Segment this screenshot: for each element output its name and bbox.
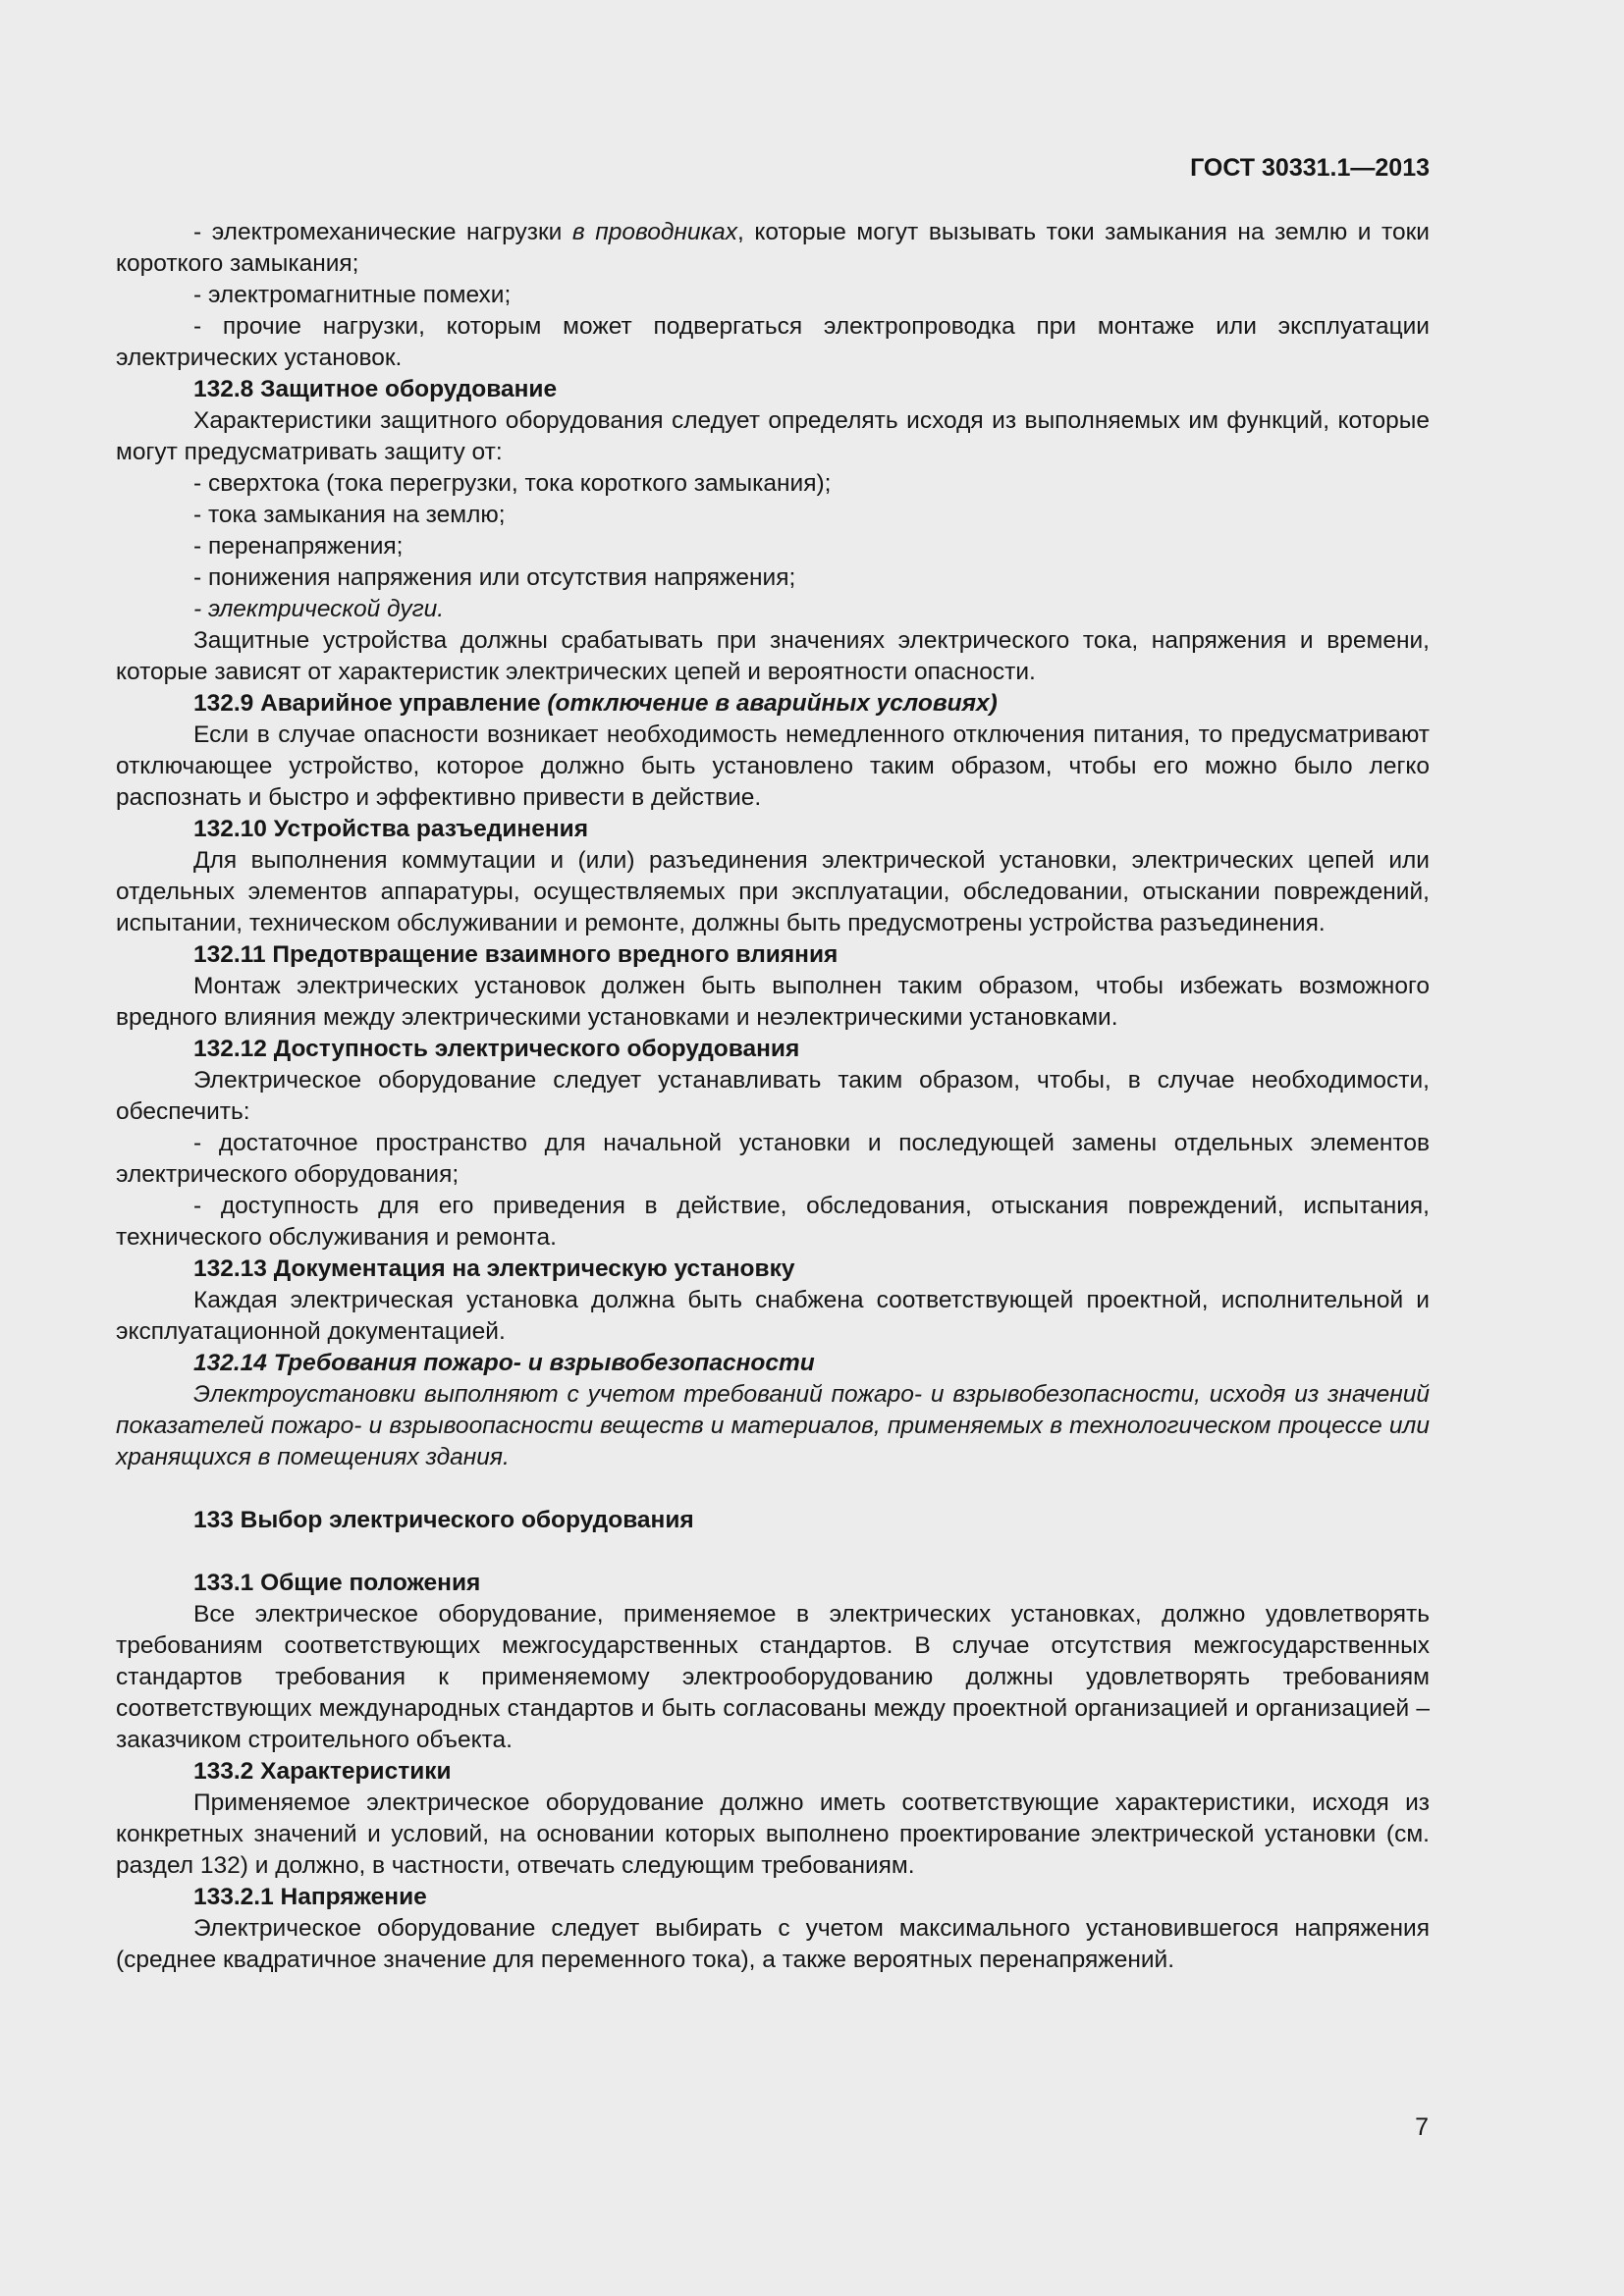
section-heading [116, 1348, 1430, 1379]
text-run: Электрическое оборудование следует выбирать с учетом максимального установившегося напряжения (среднее квадратичное значение для переменного тока), а также вероятных перенапряжений. [116, 1915, 1430, 1973]
paragraph [116, 468, 1430, 500]
text-run: - достаточное пространство для начальной установки и последующей замены отдельных элементов электрического оборудования; [116, 1130, 1430, 1188]
paragraph [116, 625, 1430, 688]
italic-text: в проводниках [571, 219, 737, 245]
section-heading [116, 688, 1430, 720]
text-run: - сверхтока (тока перегрузки, тока короткого замыкания); [193, 470, 832, 497]
paragraph [116, 1913, 1430, 1976]
text-run: Если в случае опасности возникает необходимость немедленного отключения питания, то предусматривают отключающее устройство, которое должно быть установлено таким образом, чтобы его можно было легко распознать и быстро и эффективно привести в действие. [116, 721, 1430, 811]
section-heading [116, 1034, 1430, 1065]
paragraph [116, 311, 1430, 374]
text-run: - тока замыкания на землю; [193, 502, 506, 528]
text-run: - электромагнитные помехи; [193, 282, 512, 308]
paragraph [116, 1599, 1430, 1756]
section-heading [116, 939, 1430, 971]
section-heading [116, 814, 1430, 845]
section-heading [116, 374, 1430, 405]
text-run: Применяемое электрическое оборудование должно иметь соответствующие характеристики, исходя из конкретных значений и условий, на основании которых выполнено проектирование электрической установки (см. раздел 132) и должно, в частности, отвечать следующим требованиям. [116, 1789, 1430, 1879]
paragraph [116, 971, 1430, 1034]
text-run: Защитные устройства должны срабатывать при значениях электрического тока, напряжения и времени, которые зависят от характеристик электрических цепей и вероятности опасности. [116, 627, 1430, 685]
section-heading [116, 1756, 1430, 1788]
text-run: 132.13 Документация на электрическую установку [193, 1255, 795, 1282]
paragraph [116, 280, 1430, 311]
paragraph [116, 1128, 1430, 1191]
text-run: Все электрическое оборудование, применяемое в электрических установках, должно удовлетворять требованиям соответствующих межгосударственных стандартов. В случае отсутствия межгосударственных стандартов требования к применяемому электрооборудованию должны удовлетворять требованиям соответствующих международных стандартов и быть согласованы между проектной организацией и организацией – заказчиком строительного объекта. [116, 1601, 1430, 1753]
text-run: - перенапряжения; [193, 533, 404, 560]
paragraph [116, 562, 1430, 594]
paragraph [116, 500, 1430, 531]
section-heading [116, 1882, 1430, 1913]
paragraph [116, 1191, 1430, 1254]
page-number: 7 [1415, 2113, 1429, 2141]
paragraph [116, 845, 1430, 939]
paragraph [116, 405, 1430, 468]
section-heading [116, 1505, 1430, 1536]
section-heading [116, 1568, 1430, 1599]
text-run: 133.1 Общие положения [193, 1570, 481, 1596]
text-run: 133 Выбор электрического оборудования [193, 1507, 694, 1533]
text-run: 133.2 Характеристики [193, 1758, 452, 1785]
paragraph [116, 1379, 1430, 1473]
text-run: 132.12 Доступность электрического оборудования [193, 1036, 800, 1062]
text-run: Электроустановки выполняют с учетом требований пожаро- и взрывобезопасности, исходя из значений показателей пожаро- и взрывоопасности веществ и материалов, применяемых в технологическом процессе или хранящихся в помещениях здания. [116, 1381, 1430, 1470]
paragraph [116, 720, 1430, 814]
paragraph [116, 1788, 1430, 1882]
document-body [116, 217, 1430, 1976]
section-spacer [116, 1473, 1430, 1505]
paragraph [116, 531, 1430, 562]
text-run: , которые могут вызывать токи замыкания на землю и токи короткого замыкания; [116, 219, 1430, 277]
text-run: Электрическое оборудование следует устанавливать таким образом, чтобы, в случае необходимости, обеспечить: [116, 1067, 1430, 1125]
text-run: 132.14 Требования пожаро- и взрывобезопасности [193, 1350, 815, 1376]
text-run: Характеристики защитного оборудования следует определять исходя из выполняемых им функций, которые могут предусматривать защиту от: [116, 407, 1430, 465]
italic-text: (отключение в аварийных условиях) [547, 690, 998, 717]
text-run: 133.2.1 Напряжение [193, 1884, 427, 1910]
section-spacer [116, 1536, 1430, 1568]
paragraph [116, 1065, 1430, 1128]
text-run: - электромеханические нагрузки [193, 219, 572, 245]
text-run: - электрической дуги. [193, 596, 445, 622]
text-run: - понижения напряжения или отсутствия напряжения; [193, 564, 796, 591]
text-run: Монтаж электрических установок должен быть выполнен таким образом, чтобы избежать возможного вредного влияния между электрическими установками и неэлектрическими установками. [116, 973, 1430, 1031]
text-run: Для выполнения коммутации и (или) разъединения электрической установки, электрических цепей или отдельных элементов аппаратуры, осуществляемых при эксплуатации, обследовании, отыскании повреждений, испытании, техническом обслуживании и ремонте, должны быть предусмотрены устройства разъединения. [116, 847, 1430, 936]
text-run: 132.11 Предотвращение взаимного вредного влияния [193, 941, 839, 968]
text-run: Каждая электрическая установка должна быть снабжена соответствующей проектной, исполнительной и эксплуатационной документацией. [116, 1287, 1430, 1345]
text-run: 132.8 Защитное оборудование [193, 376, 558, 402]
paragraph [116, 1285, 1430, 1348]
paragraph [116, 217, 1430, 280]
document-code-header: ГОСТ 30331.1—2013 [1190, 154, 1430, 182]
text-run: - доступность для его приведения в действие, обследования, отыскания повреждений, испытания, технического обслуживания и ремонта. [116, 1193, 1430, 1251]
text-run: - прочие нагрузки, которым может подвергаться электропроводка при монтаже или эксплуатации электрических установок. [116, 313, 1430, 371]
paragraph [116, 594, 1430, 625]
text-run: 132.9 Аварийное управление [193, 690, 548, 717]
section-heading [116, 1254, 1430, 1285]
text-run: 132.10 Устройства разъединения [193, 816, 588, 842]
